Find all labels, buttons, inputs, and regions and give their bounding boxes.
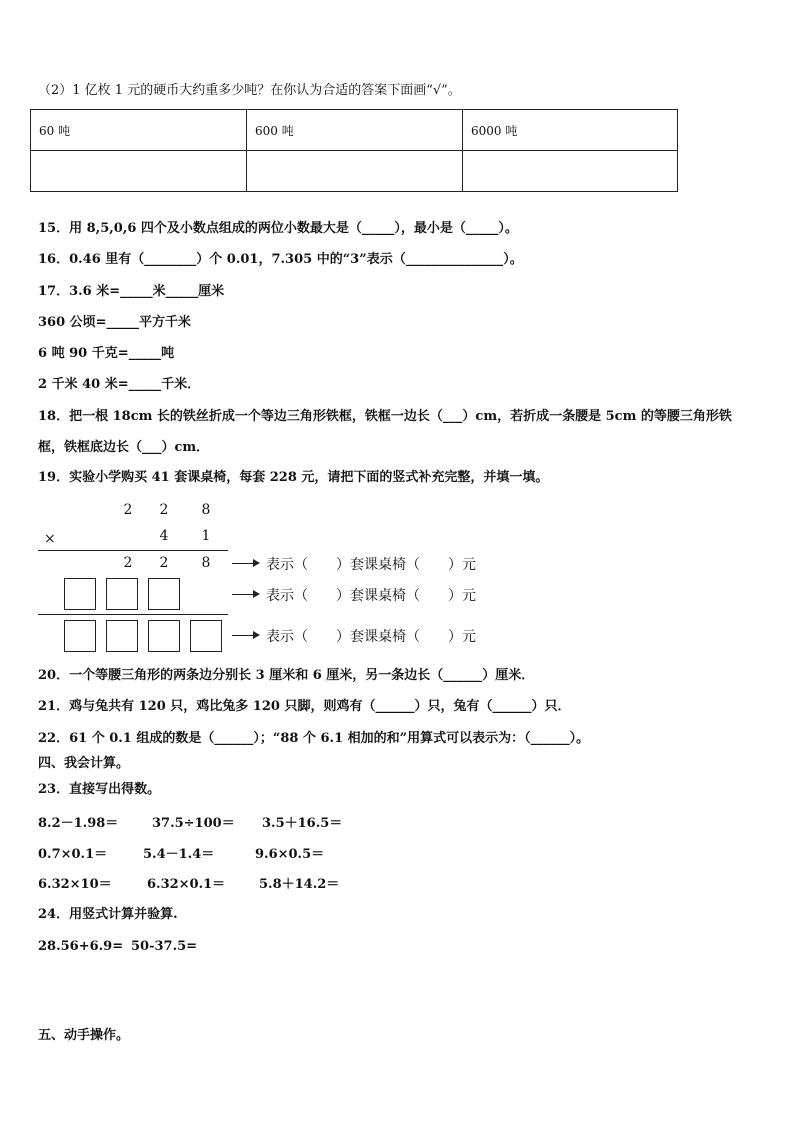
arrow-icon (232, 563, 258, 564)
question-17-line-1: 17．3.6 米=_____米_____厘米 (38, 284, 225, 299)
answer-cell-600[interactable] (247, 151, 463, 192)
multiplier-digit: 4 (159, 528, 169, 544)
multiplicand-digit: 8 (201, 502, 211, 518)
answer-table-blank-row (31, 151, 678, 192)
arrow-icon (232, 594, 258, 595)
calc-item: 0.7×0.1＝ (38, 847, 108, 862)
times-sign: × (44, 531, 56, 547)
calc-item: 37.5÷100＝ (152, 816, 235, 831)
partial-product-digit: 2 (123, 555, 133, 571)
answer-box[interactable] (64, 620, 96, 652)
option-6000-ton: 6000 吨 (463, 110, 678, 151)
question-15: 15．用 8,5,0,6 四个及小数点组成的两位小数最大是（_____），最小是（_____）。 (38, 221, 518, 236)
option-600-ton: 600 吨 (247, 110, 463, 151)
answer-box[interactable] (148, 620, 180, 652)
question-24: 24．用竖式计算并验算. (38, 907, 178, 922)
calc-item: 3.5＋16.5＝ (262, 816, 343, 831)
partial-product-note-1: 表示（ ）套课桌椅（ ）元 (266, 557, 476, 573)
answer-box[interactable] (148, 578, 180, 610)
section-5-heading: 五、动手操作。 (38, 1028, 130, 1043)
calc-item: 5.8＋14.2＝ (259, 877, 340, 892)
question-18-line-1: 18．把一根 18cm 长的铁丝折成一个等边三角形铁框，铁框一边长（___）cm，若折成一条腰是 5cm 的等腰三角形铁 (38, 409, 732, 424)
question-19: 19．实验小学购买 41 套课桌椅，每套 228 元，请把下面的竖式补充完整，并填一填。 (38, 470, 549, 485)
answer-box[interactable] (64, 578, 96, 610)
question-16: 16．0.46 里有（________）个 0.01，7.305 中的“3”表示（_______________）。 (38, 252, 523, 267)
underline (38, 614, 228, 615)
question-23: 23．直接写出得数。 (38, 782, 161, 797)
question-17-line-4: 2 千米 40 米=_____千米． (38, 377, 201, 392)
multiplicand-digit: 2 (159, 502, 169, 518)
answer-cell-60[interactable] (31, 151, 247, 192)
calc-item: 9.6×0.5＝ (255, 847, 325, 862)
calc-item: 5.4－1.4＝ (143, 847, 215, 862)
question-22: 22．61 个 0.1 组成的数是（______）；“88 个 6.1 相加的和”用算式可以表示为：（______）。 (38, 731, 590, 746)
option-60-ton: 60 吨 (31, 110, 247, 151)
multiplication-line (38, 550, 228, 551)
partial-product-note-2: 表示（ ）套课桌椅（ ）元 (266, 588, 476, 604)
answer-table (30, 109, 678, 192)
answer-table-header-row (31, 110, 678, 151)
arrow-icon (232, 635, 258, 636)
multiplicand-digit: 2 (123, 502, 133, 518)
partial-product-digit: 8 (201, 555, 211, 571)
answer-box[interactable] (106, 578, 138, 610)
calc-item: 6.32×10＝ (38, 877, 112, 892)
question-18-line-2: 框，铁框底边长（___）cm． (38, 440, 210, 455)
product-note: 表示（ ）套课桌椅（ ）元 (266, 629, 476, 645)
question-21: 21．鸡与兔共有 120 只，鸡比兔多 120 只脚，则鸡有（______）只，兔有（______）只． (38, 699, 571, 714)
question-20: 20．一个等腰三角形的两条边分别长 3 厘米和 6 厘米，另一条边长（______）厘米． (38, 668, 535, 683)
section-4-heading: 四、我会计算。 (38, 756, 130, 771)
answer-box[interactable] (190, 620, 222, 652)
vertical-calc-item: 50-37.5= (131, 939, 198, 954)
answer-cell-6000[interactable] (463, 151, 678, 192)
calc-item: 6.32×0.1＝ (147, 877, 226, 892)
question-17-line-2: 360 公顷=_____平方千米 (38, 315, 192, 330)
calc-item: 8.2－1.98＝ (38, 816, 119, 831)
answer-box[interactable] (106, 620, 138, 652)
question-17-line-3: 6 吨 90 千克=_____吨 (38, 346, 175, 361)
multiplier-digit: 1 (201, 528, 211, 544)
partial-product-digit: 2 (159, 555, 169, 571)
vertical-calc-item: 28.56+6.9= (38, 939, 124, 954)
question-14-part-2: （2）1 亿枚 1 元的硬币大约重多少吨？在你认为合适的答案下面画“√”。 (38, 83, 461, 98)
